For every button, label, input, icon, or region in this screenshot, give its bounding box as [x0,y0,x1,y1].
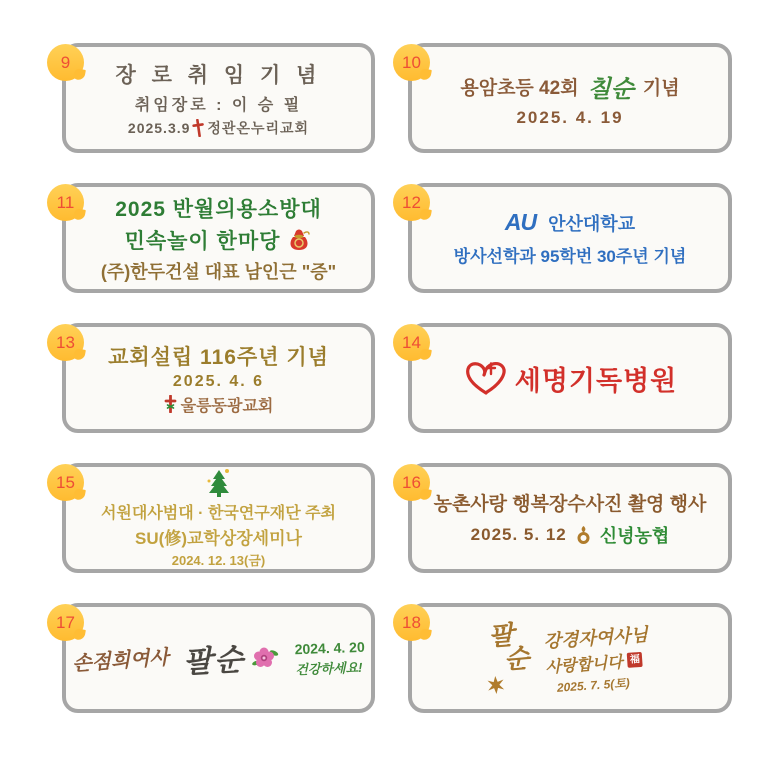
card16-title: 농촌사랑 행복장수사진 촬영 행사 [433,493,707,515]
number-badge [47,464,84,501]
card12-university: 안산대학교 [548,213,636,234]
card13-date: 2025. 4. 6 [172,372,265,390]
badge-number: 15 [56,472,75,492]
card12-title-row [505,209,635,236]
card9-title: 장 로 취 임 기 념 [115,63,322,87]
card15-date: 2024. 12. 13(금) [171,552,266,568]
christmas-tree-icon [203,468,235,498]
card11-subtitle: 민속놀이 한마당 [124,229,281,253]
badge-number: 9 [60,52,71,72]
sample-card-11[interactable] [56,183,375,293]
card17-right-block [294,638,365,677]
seal-stamp-icon: 福 [627,651,643,667]
star-flower-icon [485,674,506,695]
flower-icon [251,645,281,671]
badge-number: 11 [56,192,75,212]
card9-subtitle: 취임장로 : 이 승 필 [134,96,303,114]
card11-subtitle-row [125,225,313,255]
badge-number: 12 [402,192,421,212]
badge-number: 10 [402,52,421,72]
card17-wish: 건강하세요! [294,659,363,677]
card9-org: 정관온누리교회 [207,119,310,136]
au-logo: AU [504,209,537,235]
card18-big-char-2: 순 [503,642,531,675]
number-badge [393,604,430,641]
heart-cross-logo-icon [463,360,509,396]
card18-date: 2025. 7. 5(토) [556,675,631,695]
card18-birthday-label [488,621,532,696]
number-badge [47,44,84,81]
card15-seminar-title: SU(修)교학상장세미나 [135,528,302,548]
card10-title-pre: 용암초등 42회 [460,77,579,99]
sample-card-10[interactable] [402,43,732,153]
sample-gallery [56,43,732,713]
lucky-bag-icon [286,227,312,253]
card16-footer-row [471,522,670,548]
sample-card-17[interactable] [56,603,375,713]
sample-card-18[interactable] [402,603,732,713]
number-badge [47,604,84,641]
nh-emblem-icon [575,525,592,545]
number-badge [393,44,430,81]
number-badge [393,464,430,501]
card10-title-highlight: 칠순 [587,75,634,103]
number-badge [47,324,84,361]
cross-icon [164,395,177,413]
badge-number: 13 [56,332,75,352]
card16-date: 2025. 5. 12 [470,524,567,544]
card11-donor: (주)한두건설 대표 남인근 "증" [100,261,337,282]
cross-icon [192,119,205,137]
card18-person-name: 강경자여사님 [543,623,649,652]
card13-title: 교회설립 116주년 기념 [108,345,329,369]
card17-person-name: 손점희여사 [71,646,170,675]
number-badge [47,184,84,221]
card10-title-post: 기념 [642,77,680,99]
card16-org: 신녕농협 [599,525,670,546]
card18-content-row [487,619,649,695]
card10-title [460,69,679,104]
sample-card-16[interactable] [402,463,732,573]
badge-number: 14 [402,332,421,352]
sample-card-13[interactable] [56,323,375,433]
card13-org-row [164,393,274,416]
card17-birthday-label: 팔순 [182,643,246,680]
number-badge [393,324,430,361]
card17-content-row [72,636,365,680]
card18-message: 사랑합니다 [545,653,624,677]
badge-number: 17 [56,612,75,632]
badge-number: 16 [402,472,421,492]
sample-card-12[interactable] [402,183,732,293]
card9-footer [128,118,309,138]
card11-title: 2025 반월의용소방대 [115,197,322,221]
card18-big-char-1: 팔 [487,619,515,652]
card10-date: 2025. 4. 19 [516,107,624,127]
card9-date: 2025.3.9 [127,119,191,136]
sample-card-14[interactable] [402,323,732,433]
card15-hosts: 서원대사범대 · 한국연구재단 주최 [100,504,337,522]
card14-hospital-name: 세명기독병원 [514,365,678,396]
number-badge [393,184,430,221]
card17-date: 2024. 4. 20 [294,638,365,657]
card13-org: 울릉동광교회 [180,397,274,415]
sample-card-9[interactable] [62,43,375,153]
badge-number: 18 [402,612,421,632]
card18-right-block [543,620,652,696]
card12-subtitle: 방사선학과 95학번 30주년 기념 [453,247,687,266]
sample-card-15[interactable] [56,463,375,573]
card14-logo-row [463,359,678,398]
